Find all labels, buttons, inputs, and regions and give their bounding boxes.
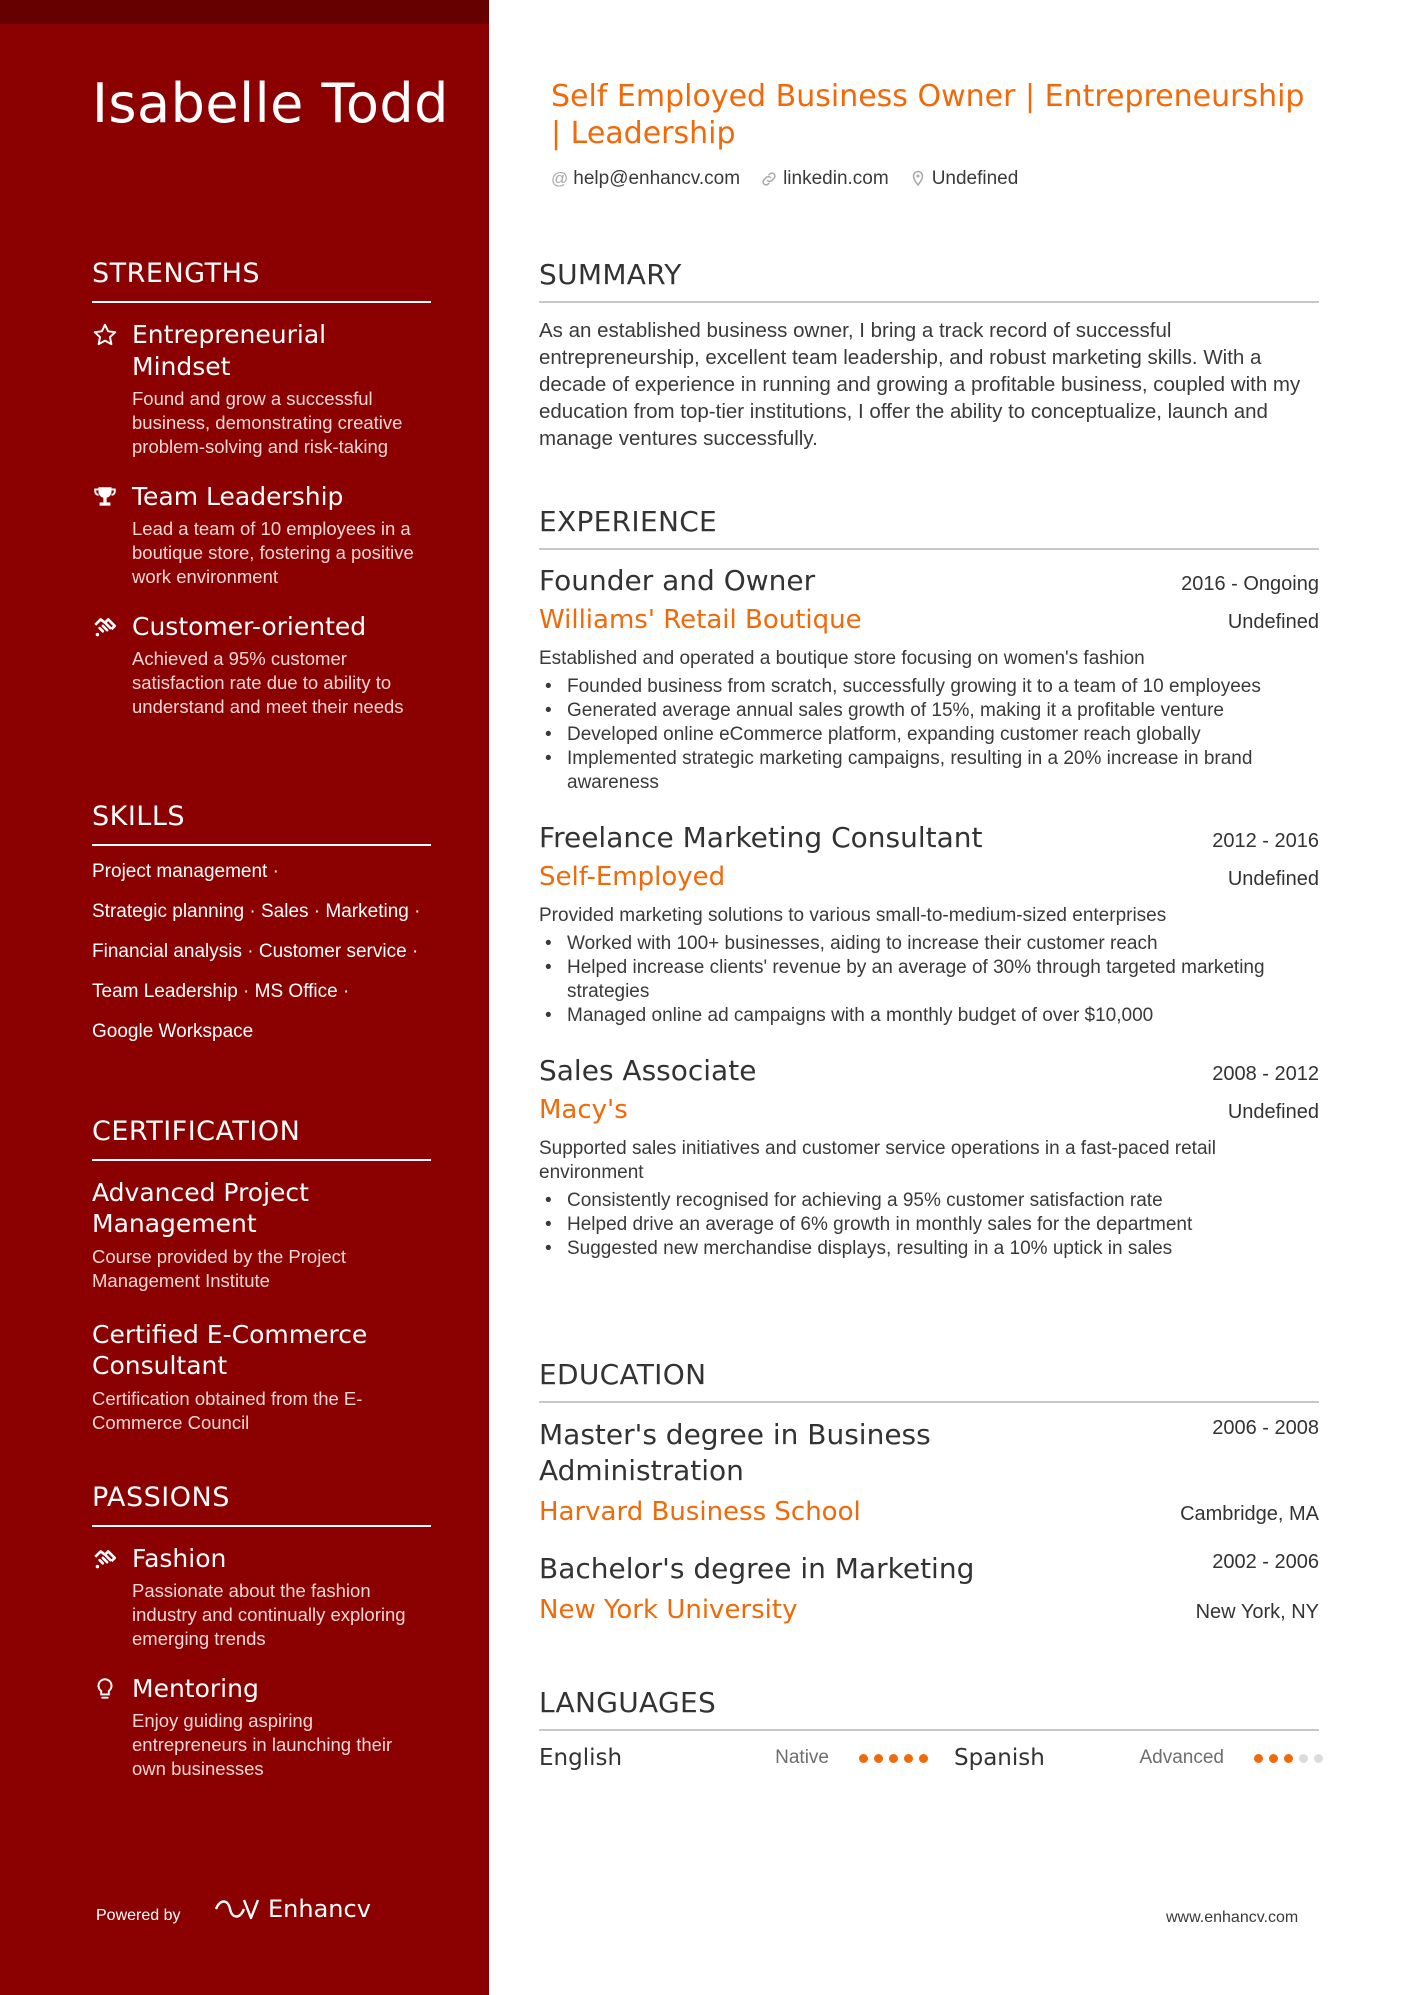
enhancv-logo[interactable] [214,1895,371,1923]
school-name: Harvard Business School [539,1497,861,1527]
job-dates: 2008 - 2012 [1212,1063,1319,1085]
language-level: Native [775,1747,829,1768]
job-bullets [539,932,1319,1028]
education-section [539,1358,1319,1649]
email-text: help@enhancv.com [573,168,741,189]
job-location: Undefined [1227,611,1319,633]
strength-item [92,481,431,589]
enhancv-brand: Enhancv [268,1895,371,1923]
language-rating [859,1754,928,1763]
strengths-heading: STRENGTHS [92,258,431,303]
strength-title: Customer-oriented [132,612,367,641]
handshake-icon [92,614,118,640]
job-title: Founder and Owner [539,564,816,597]
lightbulb-icon [92,1676,118,1702]
experience-section [539,505,1319,1287]
cert-item [92,1177,431,1293]
languages-heading: LANGUAGES [539,1686,1319,1731]
passion-title: Fashion [132,1544,227,1573]
language-item [539,1745,928,1771]
job-location: Undefined [1227,1101,1319,1123]
cert-item [92,1319,431,1435]
experience-heading: EXPERIENCE [539,505,1319,550]
education-dates: 2006 - 2008 [1212,1417,1319,1439]
skills-section [92,801,431,1052]
language-name: Spanish [954,1745,1045,1771]
passion-desc: Passionate about the fashion industry and continually exploring emerging trends [132,1580,406,1649]
education-heading: EDUCATION [539,1358,1319,1403]
passion-item [92,1543,431,1651]
skills-line: Financial analysis · Customer service · [92,941,419,962]
trophy-icon [92,484,118,510]
skills-line: Team Leadership · MS Office · [92,981,350,1002]
location-pin-icon [909,170,927,188]
job-bullet: • Generated average annual sales growth of 15%, making it a profitable venture [539,699,1319,723]
skills-line: Google Workspace [92,1021,254,1042]
job-dates: 2012 - 2016 [1212,830,1319,852]
job-entry [539,1054,1319,1261]
sidebar-top-strip [0,0,489,24]
rating-dot-filled [904,1754,913,1763]
sidebar [0,0,489,1995]
contact-linkedin[interactable] [760,168,889,190]
strength-item [92,611,431,719]
rating-dot-filled [859,1754,868,1763]
job-title: Sales Associate [539,1054,757,1087]
job-bullet: • Consistently recognised for achieving a 95% customer satisfaction rate [539,1189,1319,1213]
enhancv-logo-icon [214,1896,260,1922]
candidate-name: Isabelle Todd [92,72,449,135]
job-bullet: • Suggested new merchandise displays, resulting in a 10% uptick in sales [539,1237,1319,1261]
contact-location [909,168,1019,190]
job-company: Williams' Retail Boutique [539,605,862,635]
school-location: New York, NY [1195,1601,1319,1623]
education-dates: 2002 - 2006 [1212,1551,1319,1573]
contact-bar [551,168,1018,190]
website-link[interactable]: www.enhancv.com [1166,1909,1299,1926]
job-bullet: • Developed online eCommerce platform, expanding customer reach globally [539,723,1319,747]
summary-heading: SUMMARY [539,258,1319,303]
job-location: Undefined [1227,868,1319,890]
contact-email[interactable] [551,168,740,190]
passion-desc: Enjoy guiding aspiring entrepreneurs in launching their own businesses [132,1710,393,1779]
job-bullet: • Helped increase clients' revenue by an average of 30% through targeted marketing strategies [539,956,1319,1004]
job-description: Established and operated a boutique store focusing on women's fashion [539,648,1145,669]
strength-desc: Achieved a 95% customer satisfaction rate due to ability to understand and meet their needs [132,648,404,717]
summary-text: As an established business owner, I bring a track record of successful entrepreneurship, excellent team leadership, and robust marketing skills. With a decade of experience in running and growing a profitable business, coupled with my education from top-tier institutions, I offer the ability to conceptualize, launch and manage ventures successfully. [539,319,1301,450]
language-item [954,1745,1323,1771]
skills-line: Project management · [92,861,279,882]
language-level: Advanced [1139,1747,1224,1768]
cert-title: Advanced Project Management [92,1178,309,1238]
passion-title: Mentoring [132,1674,259,1703]
job-entry [539,564,1319,795]
strength-desc: Lead a team of 10 employees in a boutique store, fostering a positive work environment [132,518,414,587]
education-entry [539,1551,1319,1625]
strength-title: Team Leadership [132,482,344,511]
certification-section [92,1116,431,1461]
skills-heading: SKILLS [92,801,431,846]
job-company: Self-Employed [539,862,726,892]
strength-item [92,319,431,459]
strengths-section [92,258,431,741]
job-bullet: • Implemented strategic marketing campaigns, resulting in a 20% increase in brand awareness [539,747,1319,795]
link-icon [760,170,778,188]
passion-item [92,1673,431,1781]
language-rating [1254,1754,1323,1763]
powered-by-label: Powered by [96,1907,181,1924]
at-icon: @ [551,169,569,188]
passions-section [92,1482,431,1803]
rating-dot-empty [1314,1754,1323,1763]
rating-dot-filled [1269,1754,1278,1763]
rating-dot-filled [874,1754,883,1763]
strength-title: Entrepreneurial Mindset [132,320,327,381]
job-dates: 2016 - Ongoing [1181,573,1319,595]
job-bullets [539,675,1319,795]
job-description: Supported sales initiatives and customer service operations in a fast-paced retail environment [539,1138,1216,1183]
languages-section [539,1686,1319,1771]
skills-line: Strategic planning · Sales · Marketing · [92,901,421,922]
job-bullet: • Founded business from scratch, successfully growing it to a team of 10 employees [539,675,1319,699]
rating-dot-filled [919,1754,928,1763]
school-name: New York University [539,1595,798,1625]
school-location: Cambridge, MA [1180,1503,1319,1525]
job-bullets [539,1189,1319,1261]
passions-heading: PASSIONS [92,1482,431,1527]
languages-row [539,1745,1319,1771]
rating-dot-filled [889,1754,898,1763]
cert-desc: Course provided by the Project Management Institute [92,1246,346,1291]
rating-dot-filled [1254,1754,1263,1763]
degree-title: Bachelor's degree in Marketing [539,1552,975,1585]
headline: Self Employed Business Owner | Entrepreneurship | Leadership [551,79,1305,151]
linkedin-text: linkedin.com [783,168,889,189]
rating-dot-filled [1284,1754,1293,1763]
education-entry [539,1417,1319,1527]
star-icon [92,322,118,348]
job-bullet: • Managed online ad campaigns with a monthly budget of over $10,000 [539,1004,1319,1028]
job-description: Provided marketing solutions to various small-to-medium-sized enterprises [539,905,1167,926]
cert-desc: Certification obtained from the E-Commerce Council [92,1388,363,1433]
summary-section [539,258,1319,452]
strength-desc: Found and grow a successful business, demonstrating creative problem-solving and risk-taking [132,388,403,457]
job-bullet: • Worked with 100+ businesses, aiding to increase their customer reach [539,932,1319,956]
job-entry [539,821,1319,1028]
job-bullet: • Helped drive an average of 6% growth in monthly sales for the department [539,1213,1319,1237]
cert-title: Certified E-Commerce Consultant [92,1320,368,1380]
certification-heading: CERTIFICATION [92,1116,431,1161]
rating-dot-empty [1299,1754,1308,1763]
degree-title: Master's degree in Business Administration [539,1418,931,1487]
job-title: Freelance Marketing Consultant [539,821,983,854]
job-company: Macy's [539,1095,628,1125]
location-text: Undefined [931,168,1019,189]
language-name: English [539,1745,623,1771]
handshake-icon [92,1546,118,1572]
